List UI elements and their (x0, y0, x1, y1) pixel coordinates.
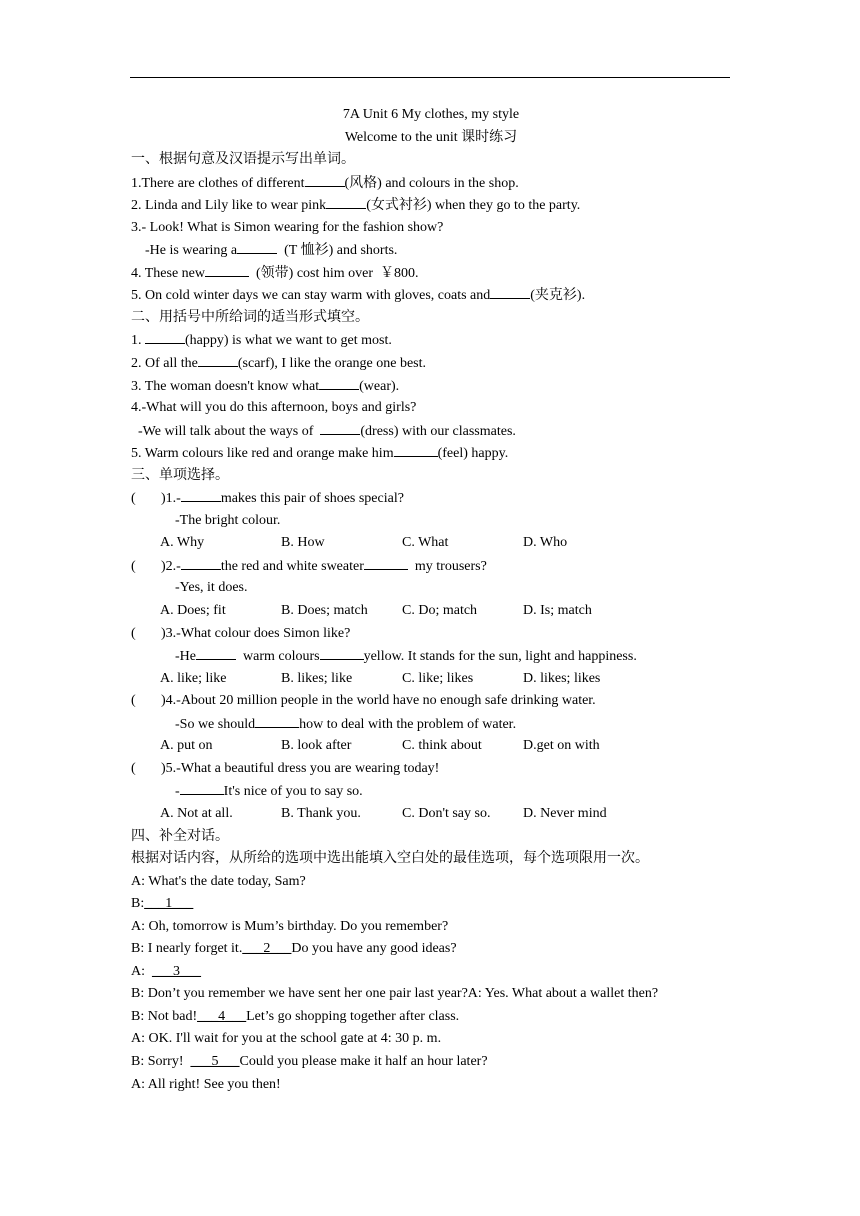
dialogue-blank-5[interactable]: ___5___ (190, 1053, 240, 1069)
worksheet-subtitle: Welcome to the unit 课时练习 (344, 129, 518, 145)
answer-paren[interactable]: ( (131, 693, 136, 709)
section-4-heading: 四、补全对话。 (131, 828, 229, 844)
answer-blank[interactable] (181, 487, 221, 502)
option-a[interactable]: A. Not at all. (160, 805, 233, 821)
s3-question-5-options (131, 803, 731, 826)
answer-blank[interactable] (181, 555, 221, 570)
option-a[interactable]: A. Why (160, 535, 205, 551)
section-2-heading: 二、用括号中所给词的适当形式填空。 (131, 309, 369, 325)
option-d[interactable]: D. Who (523, 535, 568, 551)
option-b[interactable]: B. How (281, 535, 325, 551)
option-c[interactable]: C. Do; match (402, 603, 478, 619)
worksheet-title: 7A Unit 6 My clothes, my style (342, 107, 520, 122)
dialogue-line-1: A: What's the date today, Sam? (131, 873, 306, 889)
s3-question-3-options (131, 668, 731, 691)
option-d[interactable]: D. Never mind (523, 805, 607, 821)
worksheet-content (131, 104, 731, 1096)
option-b[interactable]: B. look after (281, 738, 352, 754)
answer-blank[interactable] (326, 194, 366, 209)
option-a[interactable]: A. Does; fit (160, 603, 226, 619)
answer-blank[interactable] (205, 262, 249, 277)
section-1-heading: 一、根据句意及汉语提示写出单词。 (131, 152, 355, 168)
answer-paren[interactable]: ( (131, 760, 136, 776)
answer-blank[interactable] (394, 442, 438, 457)
s2-question-4: 4.-What will you do this afternoon, boys and girls? (131, 400, 417, 416)
s1-question-5: 5. On cold winter days we can stay warm with gloves, coats and (夹克衫). (131, 284, 731, 307)
dialogue-line-2: B:___1___ (131, 896, 194, 912)
dialogue-line-5: A: ___3___ (131, 963, 201, 979)
option-b[interactable]: B. Does; match (281, 603, 368, 619)
option-d[interactable]: D. likes; likes (523, 670, 601, 686)
answer-blank[interactable] (320, 420, 360, 435)
s3-question-2-reply: -Yes, it does. (175, 580, 248, 596)
answer-blank[interactable] (145, 329, 185, 344)
dialogue-blank-3[interactable]: ___3___ (152, 963, 201, 979)
option-c[interactable]: C. What (402, 535, 449, 551)
option-d[interactable]: D. Is; match (523, 603, 592, 619)
header-rule (130, 77, 730, 78)
s2-question-2: 2. Of all the (scarf), I like the orange one best. (131, 352, 731, 375)
dialogue-line-9: B: Sorry! ___5___Could you please make it half an hour later? (131, 1053, 488, 1069)
section-4-instructions: 根据对话内容，从所给的选项中选出能填入空白处的最佳选项，每个选项限用一次。 (131, 851, 649, 867)
dialogue-line-3: A: Oh, tomorrow is Mum’s birthday. Do you remember? (131, 918, 449, 934)
option-d[interactable]: D.get on with (523, 738, 600, 754)
s3-question-4: ( )4.-About 20 million people in the world have no enough safe drinking water. (131, 690, 731, 713)
dialogue-blank-4[interactable]: ___4___ (197, 1008, 247, 1024)
s3-question-3: ( )3.-What colour does Simon like? (131, 623, 731, 646)
option-b[interactable]: B. likes; like (281, 670, 353, 686)
s3-question-3-reply: -He warm colours yellow. It stands for the sun, light and happiness. (131, 645, 731, 668)
option-a[interactable]: A. like; like (160, 670, 227, 686)
s3-question-2-options (131, 600, 731, 623)
dialogue-line-6: B: Don’t you remember we have sent her one pair last year?A: Yes. What about a wallet then? (131, 986, 659, 1002)
dialogue-line-4: B: I nearly forget it.___2___Do you have any good ideas? (131, 941, 457, 957)
answer-blank[interactable] (320, 645, 364, 660)
answer-paren[interactable]: ( (131, 625, 136, 641)
s2-question-1: 1. (happy) is what we want to get most. (131, 329, 731, 352)
option-c[interactable]: C. Don't say so. (402, 805, 491, 821)
s2-question-4-reply: -We will talk about the ways of (dress) with our classmates. (131, 420, 731, 443)
s1-question-2: 2. Linda and Lily like to wear pink (女式衬衫) when they go to the party. (131, 194, 731, 217)
s1-question-4: 4. These new (领带) cost him over ￥800. (131, 262, 731, 285)
answer-paren[interactable]: ( (131, 558, 136, 574)
s3-question-1-options (131, 532, 731, 555)
s2-question-5: 5. Warm colours like red and orange make him (feel) happy. (131, 442, 731, 465)
s1-question-3-reply: -He is wearing a (T 恤衫) and shorts. (131, 239, 731, 262)
option-a[interactable]: A. put on (160, 738, 213, 754)
answer-blank[interactable] (364, 555, 408, 570)
dialogue-line-8: A: OK. I'll wait for you at the school gate at 4: 30 p. m. (131, 1031, 442, 1047)
s3-question-4-options (131, 735, 731, 758)
s3-question-2: ( )2.- the red and white sweater my trousers? (131, 555, 731, 578)
s2-question-3: 3. The woman doesn't know what (wear). (131, 375, 731, 398)
s3-question-1: ( )1.- makes this pair of shoes special? (131, 487, 731, 510)
answer-blank[interactable] (490, 284, 530, 299)
option-c[interactable]: C. like; likes (402, 670, 474, 686)
section-3-heading: 三、单项选择。 (131, 467, 229, 483)
answer-blank[interactable] (196, 645, 236, 660)
s3-question-5-reply: - It's nice of you to say so. (131, 780, 731, 803)
answer-blank[interactable] (305, 172, 345, 187)
answer-blank[interactable] (255, 713, 299, 728)
answer-blank[interactable] (319, 375, 359, 390)
s1-question-1: 1.There are clothes of different (风格) and colours in the shop. (131, 172, 731, 195)
answer-blank[interactable] (198, 352, 238, 367)
dialogue-blank-2[interactable]: ___2___ (242, 941, 292, 957)
s1-question-3: 3.- Look! What is Simon wearing for the fashion show? (131, 219, 444, 235)
answer-blank[interactable] (180, 780, 224, 795)
option-c[interactable]: C. think about (402, 738, 482, 754)
answer-blank[interactable] (237, 239, 277, 254)
dialogue-blank-1[interactable]: ___1___ (144, 896, 194, 912)
s3-question-5: ( )5.-What a beautiful dress you are wearing today! (131, 758, 731, 781)
s3-question-1-reply: -The bright colour. (175, 512, 281, 528)
dialogue-line-7: B: Not bad!___4___Let’s go shopping together after class. (131, 1008, 460, 1024)
answer-paren[interactable]: ( (131, 491, 136, 507)
s3-question-4-reply: -So we should how to deal with the problem of water. (131, 713, 731, 736)
dialogue-line-10: A: All right! See you then! (131, 1076, 281, 1092)
option-b[interactable]: B. Thank you. (281, 805, 361, 821)
